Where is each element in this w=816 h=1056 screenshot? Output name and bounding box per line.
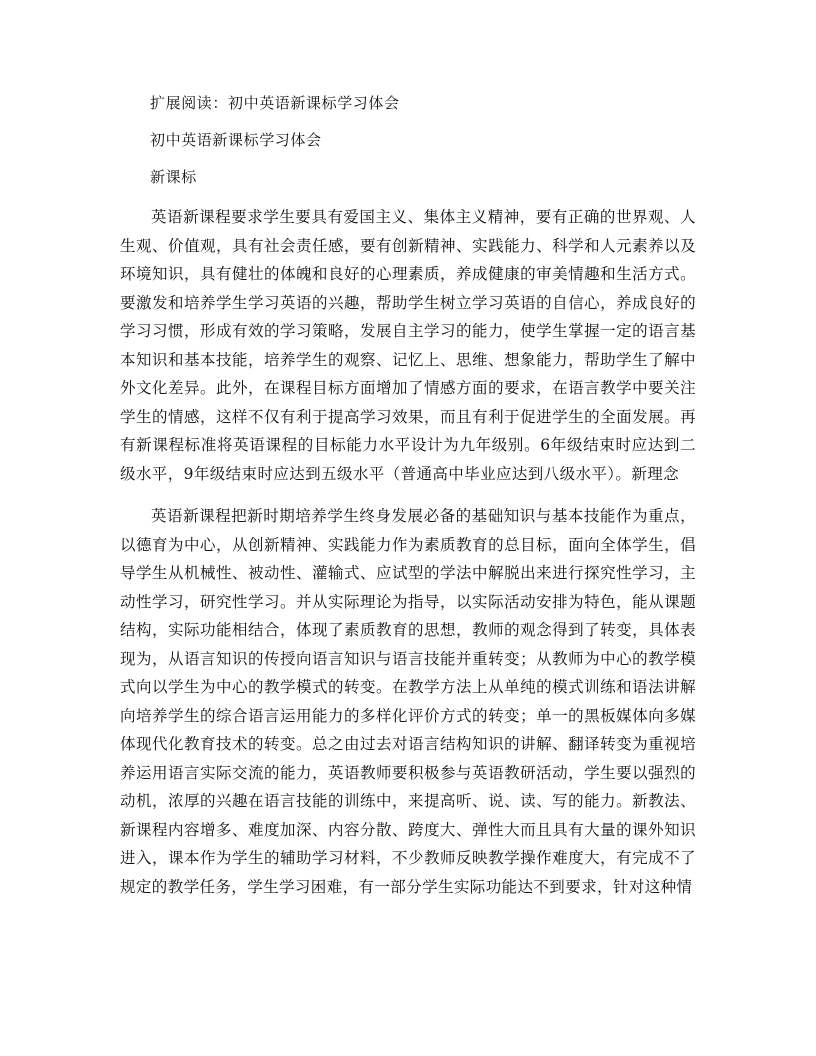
article-title: 初中英语新课标学习体会: [150, 131, 322, 149]
document-body: [120, 92, 696, 901]
section-heading-new-standard: 新课标: [150, 168, 197, 186]
body-paragraph: 英语新课程把新时期培养学生终身发展必备的基础知识与基本技能作为重点，以德育为中心，从创新精神、实践能力作为素质教育的总目标，面向全体学生，倡导学生从机械性、被动性、灌输式、应试型的学法中解脱出来进行探究性学习，主动性学习，研究性学习。并从实际理论为指导，以实际活动安排为特色，能从课题结构，实际功能相结合，体现了素质教育的思想，教师的观念得到了转变，具体表现为，从语言知识的传授向语言知识与语言技能并重转变；从教师为中心的教学模式向以学生为中心的教学模式的转变。在教学方法上从单纯的模式训练和语法讲解向培养学生的综合语言运用能力的多样化评价方式的转变；单一的黑板媒体向多媒体现代化教育技术的转变。总之由过去对语言结构知识的讲解、翻译转变为重视培养运用语言实际交流的能力，英语教师要积极参与英语教研活动，学生要以强烈的动机，浓厚的兴趣在语言技能的训练中，来提高听、说、读、写的能力。新教法、新课程内容增多、难度加深、内容分散、跨度大、弹性大而且具有大量的课外知识进入，课本作为学生的辅助学习材料，不少教师反映教学操作难度大，有完成不了规定的教学任务，学生学习困难，有一部分学生实际功能达不到要求，针对这种情: [120, 507, 696, 896]
extended-reading-title: 扩展阅读：初中英语新课标学习体会: [150, 94, 400, 112]
body-paragraph: 英语新课程要求学生要具有爱国主义、集体主义精神，要有正确的世界观、人生观、价值观，具有社会责任感，要有创新精神、实践能力、科学和人元素养以及环境知识，具有健壮的体魄和良好的心理素质，养成健康的审美情趣和生活方式。要激发和培养学生学习英语的兴趣，帮助学生树立学习英语的自信心，养成良好的学习习惯，形成有效的学习策略，发展自主学习的能力，使学生掌握一定的语言基本知识和基本技能，培养学生的观察、记忆上、思维、想象能力，帮助学生了解中外文化差异。此外，在课程目标方面增加了情感方面的要求，在语言教学中要关注学生的情感，这样不仅有利于提高学习效果，而且有利于促进学生的全面发展。再有新课程标准将英语课程的目标能力水平设计为九年级别。6年级结束时应达到二级水平，9年级结束时应达到五级水平（普通高中毕业应达到八级水平）。新理念: [120, 208, 696, 483]
